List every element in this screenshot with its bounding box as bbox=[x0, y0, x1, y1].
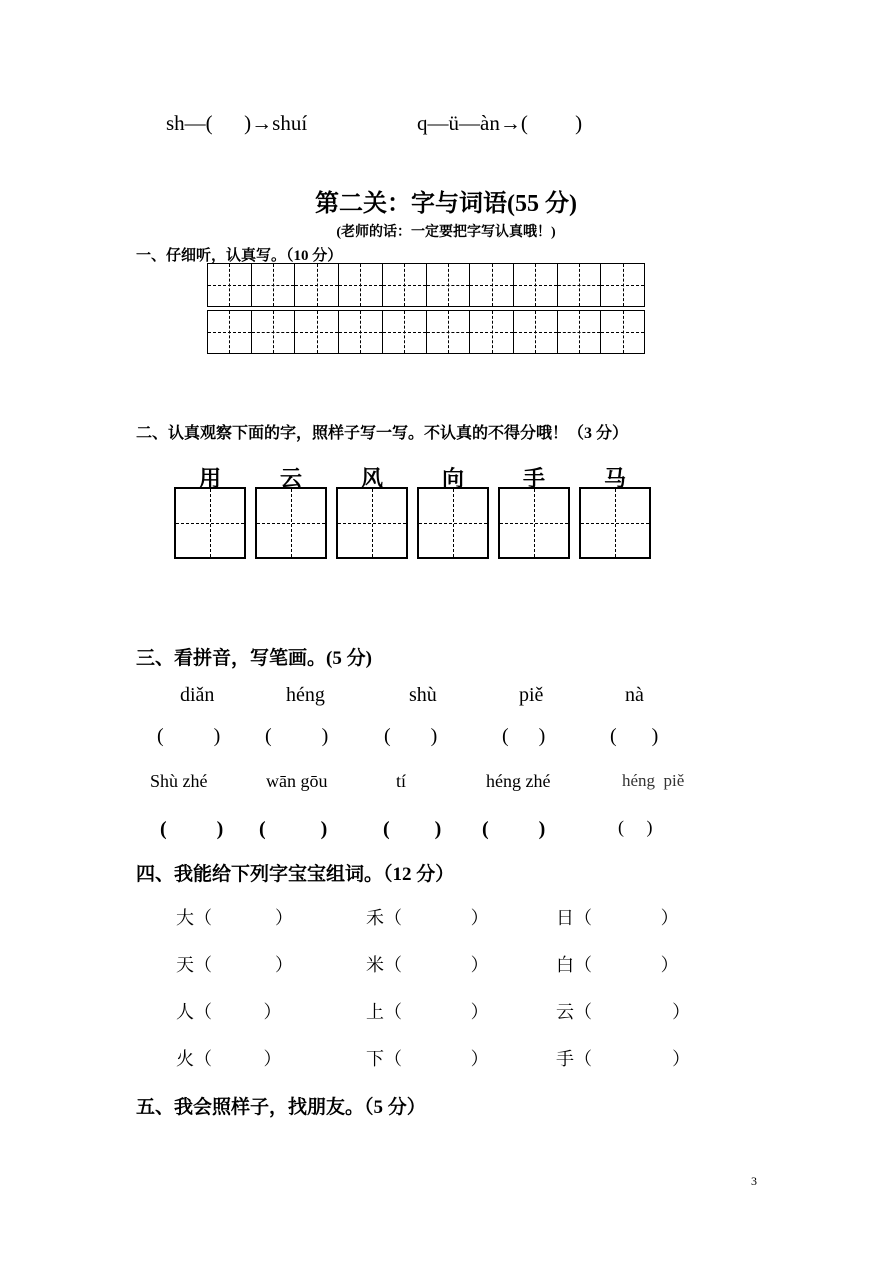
q5-title: 五、我会照样子，找朋友。（5 分） bbox=[136, 1097, 426, 1118]
writing-box[interactable] bbox=[174, 487, 246, 559]
word-item[interactable]: 上（ ） bbox=[366, 1002, 489, 1023]
section-title: 第二关：字与词语(55 分) bbox=[315, 191, 577, 217]
answer-blank[interactable]: ( ) bbox=[618, 817, 653, 837]
model-char: 马 bbox=[603, 466, 626, 491]
model-char: 手 bbox=[522, 466, 545, 491]
writing-box[interactable] bbox=[336, 487, 408, 559]
writing-box[interactable] bbox=[579, 487, 651, 559]
q2-title: 二、认真观察下面的字，照样子写一写。不认真的不得分哦！（3 分） bbox=[136, 425, 629, 442]
answer-blank[interactable]: ( ) bbox=[157, 725, 221, 747]
word-item[interactable]: 白（ ） bbox=[556, 955, 679, 976]
word-item[interactable]: 大（ ） bbox=[176, 908, 293, 929]
stroke-pinyin: nà bbox=[625, 684, 644, 706]
model-char: 用 bbox=[198, 466, 221, 491]
word-item[interactable]: 火（ ） bbox=[176, 1049, 282, 1070]
page-number: 3 bbox=[751, 1174, 757, 1188]
writing-grid-row-1[interactable] bbox=[207, 263, 645, 307]
model-char: 向 bbox=[441, 466, 464, 491]
stroke-pinyin: piě bbox=[519, 684, 544, 706]
stroke-pinyin: héng piě bbox=[622, 771, 685, 790]
pinyin-line-left: sh—( )→shuí bbox=[166, 111, 308, 135]
model-char: 云 bbox=[279, 466, 302, 491]
writing-box[interactable] bbox=[498, 487, 570, 559]
q4-title: 四、我能给下列字宝宝组词。（12 分） bbox=[136, 864, 455, 885]
answer-blank[interactable]: ( ) bbox=[384, 725, 438, 747]
word-item[interactable]: 米（ ） bbox=[366, 955, 489, 976]
stroke-pinyin: tí bbox=[396, 771, 407, 791]
word-item[interactable]: 手（ ） bbox=[556, 1049, 691, 1070]
word-item[interactable]: 日（ ） bbox=[556, 908, 679, 929]
teacher-note: (老师的话：一定要把字写认真哦！) bbox=[336, 225, 556, 240]
writing-box[interactable] bbox=[255, 487, 327, 559]
q3-title: 三、看拼音，写笔画。(5 分) bbox=[136, 648, 372, 669]
writing-box[interactable] bbox=[417, 487, 489, 559]
answer-blank[interactable]: ( ) bbox=[160, 818, 224, 840]
pinyin-line-right: q—ü—àn→( ) bbox=[417, 111, 583, 135]
word-item[interactable]: 禾（ ） bbox=[366, 908, 489, 929]
stroke-pinyin: diǎn bbox=[180, 684, 215, 706]
stroke-pinyin: wān gōu bbox=[266, 771, 328, 791]
stroke-pinyin: Shù zhé bbox=[150, 771, 208, 791]
word-item[interactable]: 下（ ） bbox=[366, 1049, 489, 1070]
writing-grid-row-2[interactable] bbox=[207, 310, 645, 354]
q1-title: 一、仔细听，认真写。（10 分） bbox=[136, 248, 343, 264]
answer-blank[interactable]: ( ) bbox=[482, 818, 546, 840]
model-char: 风 bbox=[360, 466, 383, 491]
word-item[interactable]: 云（ ） bbox=[556, 1002, 691, 1023]
word-item[interactable]: 天（ ） bbox=[176, 955, 293, 976]
answer-blank[interactable]: ( ) bbox=[383, 818, 442, 840]
stroke-pinyin: héng bbox=[286, 684, 325, 706]
answer-blank[interactable]: ( ) bbox=[259, 818, 328, 840]
stroke-pinyin: shù bbox=[409, 684, 437, 706]
word-item[interactable]: 人（ ） bbox=[176, 1002, 282, 1023]
answer-blank[interactable]: ( ) bbox=[265, 725, 329, 747]
answer-blank[interactable]: ( ) bbox=[610, 725, 659, 747]
stroke-pinyin: héng zhé bbox=[486, 771, 551, 791]
answer-blank[interactable]: ( ) bbox=[502, 725, 546, 747]
